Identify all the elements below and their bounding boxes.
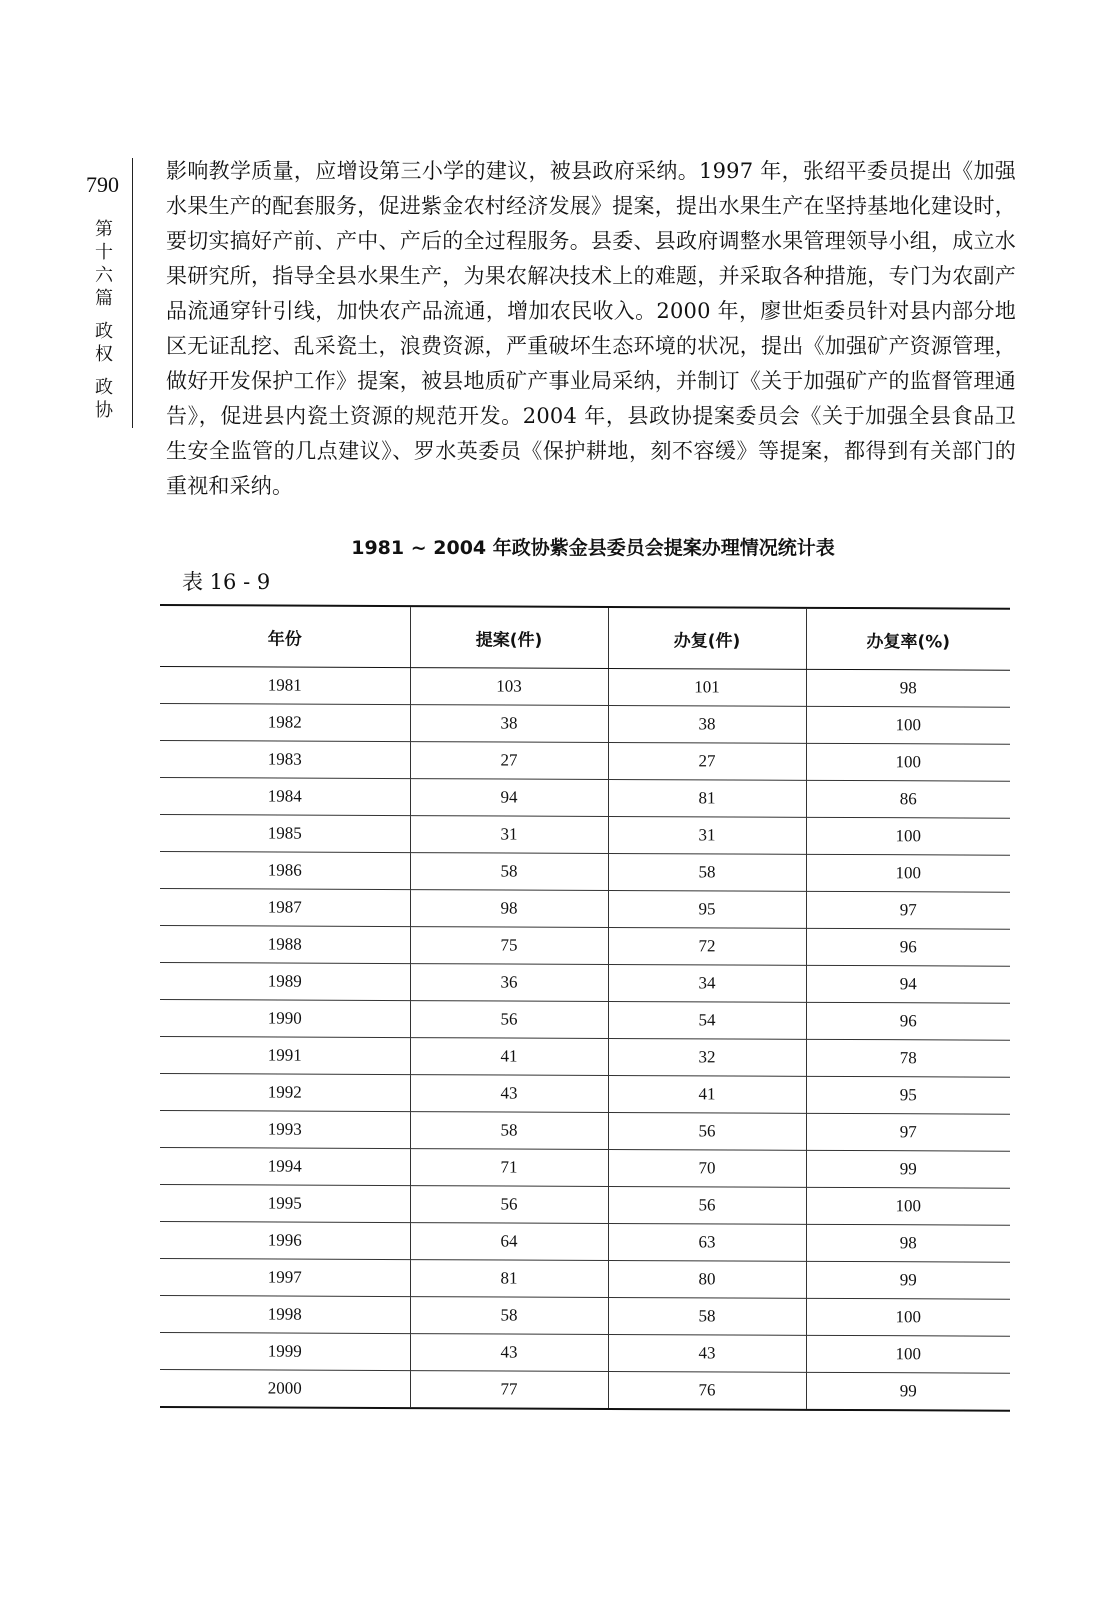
cell-replied: 58 (608, 853, 806, 891)
cell-proposals: 36 (410, 964, 608, 1002)
cell-proposals: 31 (410, 816, 608, 854)
cell-year: 1993 (160, 1111, 410, 1149)
cell-proposals: 41 (410, 1038, 608, 1076)
table-row (160, 1074, 1010, 1115)
cell-proposals: 98 (410, 890, 608, 928)
cell-reply-rate: 99 (806, 1372, 1010, 1410)
cell-year: 2000 (160, 1370, 410, 1409)
table-title: 1981 ~ 2004 年政协紫金县委员会提案办理情况统计表 (351, 537, 835, 559)
cell-reply-rate: 99 (806, 1150, 1010, 1188)
cell-proposals: 94 (410, 779, 608, 817)
section-tag-char: 六 (95, 265, 113, 286)
header-year: 年份 (160, 605, 410, 668)
cell-proposals: 38 (410, 705, 608, 743)
cell-proposals: 64 (410, 1223, 608, 1261)
cell-replied: 41 (608, 1075, 806, 1113)
cell-replied: 56 (608, 1112, 806, 1150)
section-tag-gap (90, 310, 118, 320)
cell-replied: 81 (608, 779, 806, 817)
statistics-table (160, 604, 1010, 1412)
table-row (160, 1111, 1010, 1152)
cell-year: 1998 (160, 1296, 410, 1334)
table-row (160, 667, 1010, 708)
cell-reply-rate: 100 (806, 706, 1010, 744)
table-row (160, 1333, 1010, 1374)
cell-proposals: 71 (410, 1149, 608, 1187)
table-row (160, 889, 1010, 930)
cell-proposals: 56 (410, 1186, 608, 1224)
cell-proposals: 58 (410, 1112, 608, 1150)
table-row (160, 852, 1010, 893)
table-row (160, 1185, 1010, 1226)
margin-rule (132, 158, 133, 428)
header-replied: 办复(件) (608, 607, 806, 669)
statistics-table-wrapper (160, 604, 1010, 1412)
table-label: 表 16 - 9 (182, 570, 271, 594)
cell-year: 1983 (160, 741, 410, 779)
cell-replied: 70 (608, 1149, 806, 1187)
cell-replied: 58 (608, 1297, 806, 1335)
cell-proposals: 58 (410, 1297, 608, 1335)
body-paragraph: 影响教学质量，应增设第三小学的建议，被县政府采纳。1997 年，张绍平委员提出《加强水果生产的配套服务，促进紫金农村经济发展》提案，提出水果生产在坚持基地化建设时，要切实搞好产前、产中、产后的全过程服务。县委、县政府调整水果管理领导小组，成立水果研究所，指导全县水果生产，为果农解决技术上的难题，并采取各种措施，专门为农副产品流通穿针引线，加快农产品流通，增加农民收入。2000 年，廖世炬委员针对县内部分地区无证乱挖、乱采瓷土，浪费资源，严重破坏生态环境的状况，提出《加强矿产资源管理，做好开发保护工作》提案，被县地质矿产事业局采纳，并制订《关于加强矿产的监督管理通告》，促进县内瓷土资源的规范开发。2004 年，县政协提案委员会《关于加强全县食品卫生安全监管的几点建议》、罗水英委员《保护耕地，刻不容缓》等提案，都得到有关部门的重视和采纳。 (166, 159, 1016, 498)
cell-replied: 80 (608, 1260, 806, 1298)
table-row (160, 1000, 1010, 1041)
cell-year: 1995 (160, 1185, 410, 1223)
cell-year: 1988 (160, 926, 410, 964)
cell-proposals: 81 (410, 1260, 608, 1298)
section-tag-char: 协 (95, 400, 113, 421)
table-row (160, 1148, 1010, 1189)
cell-replied: 101 (608, 668, 806, 706)
cell-year: 1986 (160, 852, 410, 890)
section-tag-char: 篇 (95, 288, 113, 309)
cell-replied: 27 (608, 742, 806, 780)
section-tag-char: 政 (95, 377, 113, 398)
cell-reply-rate: 98 (806, 669, 1010, 707)
cell-reply-rate: 97 (806, 1113, 1010, 1151)
cell-year: 1999 (160, 1333, 410, 1371)
table-row (160, 1222, 1010, 1263)
cell-year: 1994 (160, 1148, 410, 1186)
cell-year: 1984 (160, 778, 410, 816)
cell-proposals: 58 (410, 853, 608, 891)
cell-replied: 31 (608, 816, 806, 854)
section-tag-char: 权 (95, 344, 113, 365)
cell-proposals: 56 (410, 1001, 608, 1039)
cell-reply-rate: 78 (806, 1039, 1010, 1077)
cell-replied: 56 (608, 1186, 806, 1224)
cell-proposals: 77 (410, 1371, 608, 1409)
cell-replied: 76 (608, 1371, 806, 1409)
section-tag-gap (90, 366, 118, 376)
table-row (160, 963, 1010, 1004)
section-tag-char: 十 (95, 242, 113, 263)
cell-reply-rate: 98 (806, 1224, 1010, 1262)
cell-proposals: 75 (410, 927, 608, 965)
cell-replied: 63 (608, 1223, 806, 1261)
cell-reply-rate: 100 (806, 1187, 1010, 1225)
cell-year: 1982 (160, 704, 410, 742)
cell-replied: 43 (608, 1334, 806, 1372)
section-tag-char: 第 (95, 219, 113, 240)
body-text (166, 154, 1016, 504)
cell-replied: 34 (608, 964, 806, 1002)
cell-reply-rate: 95 (806, 1076, 1010, 1114)
header-proposals: 提案(件) (410, 606, 608, 668)
cell-proposals: 27 (410, 742, 608, 780)
cell-reply-rate: 100 (806, 817, 1010, 855)
cell-year: 1997 (160, 1259, 410, 1297)
cell-reply-rate: 100 (806, 1298, 1010, 1336)
cell-reply-rate: 100 (806, 743, 1010, 781)
cell-reply-rate: 96 (806, 928, 1010, 966)
cell-year: 1996 (160, 1222, 410, 1260)
table-row (160, 1370, 1010, 1411)
cell-reply-rate: 96 (806, 1002, 1010, 1040)
cell-reply-rate: 99 (806, 1261, 1010, 1299)
cell-year: 1992 (160, 1074, 410, 1112)
cell-reply-rate: 100 (806, 1335, 1010, 1373)
header-reply-rate: 办复率(%) (806, 608, 1010, 670)
cell-replied: 38 (608, 705, 806, 743)
cell-year: 1990 (160, 1000, 410, 1038)
cell-reply-rate: 94 (806, 965, 1010, 1003)
cell-replied: 95 (608, 890, 806, 928)
table-body (160, 667, 1010, 1411)
cell-year: 1987 (160, 889, 410, 927)
table-row (160, 1037, 1010, 1078)
cell-proposals: 43 (410, 1075, 608, 1113)
table-row (160, 741, 1010, 782)
page-number: 790 (86, 172, 119, 197)
cell-proposals: 103 (410, 668, 608, 706)
table-row (160, 926, 1010, 967)
cell-reply-rate: 100 (806, 854, 1010, 892)
section-tag (90, 218, 118, 422)
cell-year: 1981 (160, 667, 410, 705)
cell-replied: 54 (608, 1001, 806, 1039)
cell-reply-rate: 86 (806, 780, 1010, 818)
cell-proposals: 43 (410, 1334, 608, 1372)
section-tag-char: 政 (95, 321, 113, 342)
table-row (160, 1296, 1010, 1337)
cell-reply-rate: 97 (806, 891, 1010, 929)
table-row (160, 1259, 1010, 1300)
table-row (160, 778, 1010, 819)
cell-year: 1989 (160, 963, 410, 1001)
cell-replied: 72 (608, 927, 806, 965)
cell-year: 1991 (160, 1037, 410, 1075)
table-header-row (160, 605, 1010, 670)
table-row (160, 704, 1010, 745)
cell-year: 1985 (160, 815, 410, 853)
cell-replied: 32 (608, 1038, 806, 1076)
table-row (160, 815, 1010, 856)
